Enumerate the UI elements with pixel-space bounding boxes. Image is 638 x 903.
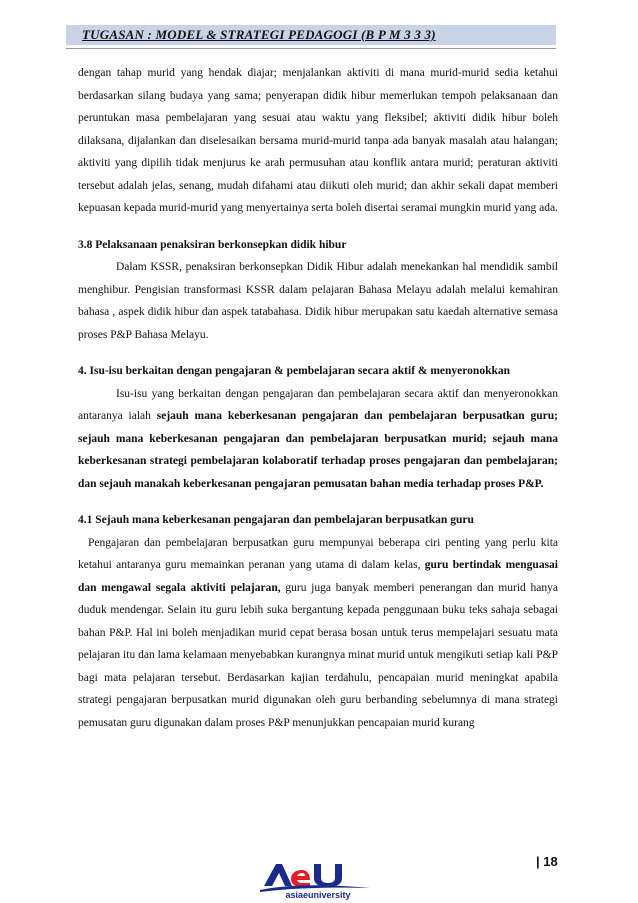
section-heading-4-1: 4.1 Sejauh mana keberkesanan pengajaran dan pembelajaran berpusatkan guru	[78, 514, 474, 526]
paragraph-4-1-text-b: guru juga banyak memberi penerangan dan murid hanya duduk mendengar. Selain itu guru lebih suka bergantung kepada penggunaan buku teks sahaja sebagai bahan P&P. Hal ini boleh menjadikan murid cepat berasa bosan untuk terus mempelajari sesuatu mata pelajaran itu dan lama kelamaan menyebabkan kurangnya minat murid untuk mengikuti setiap kali P&P bagi mata pelajaran tersebut. Berdasarkan kajian terdahulu, pencapaian murid meningkat apabila strategi pengajaran berpusatkan murid digunakan oleh guru berbanding sebelumnya di mana strategi pemusatan guru digunakan dalam proses P&P menunjukkan pencapaian murid kurang	[78, 581, 558, 729]
paragraph-4-text: Isu-isu yang berkaitan dengan pengajaran dan pembelajaran secara aktif dan menyeronokkan antaranya ialah	[78, 387, 558, 422]
paragraph-4-1	[78, 532, 558, 735]
section-heading-3-8: 3.8 Pelaksanaan penaksiran berkonsepkan didik hibur	[78, 238, 347, 251]
paragraph-4-1-bold-text: guru bertindak menguasai dan mengawal segala aktiviti pelajaran,	[78, 559, 558, 594]
paragraph-intro: dengan tahap murid yang hendak diajar; menjalankan aktiviti di mana murid-murid sedia ketahui berdasarkan silang budaya yang sama; penyerapan didik hibur memerlukan tempoh pelaksanaan dan peruntukan masa pembelajaran yang sesuai atau waktu yang fleksibel; aktiviti didik hibur boleh dilaksana, dijalankan dan diselesaikan bersama murid-murid tanpa ada banyak masalah atau halangan; aktiviti yang dipilih tidak menjurus ke arah permusuhan atau konflik antara murid; peraturan aktiviti tersebut adalah jelas, senang, mudah difahami atau diikuti oleh murid; dan akhir sekali dapat memberi kepuasan kepada murid-murid yang menyertainya serta boleh disertai seramai mungkin murid yang ada.	[78, 67, 558, 214]
paragraph-4	[78, 383, 558, 496]
paragraph-4-1-text-a: Pengajaran dan pembelajaran berpusatkan guru mempunyai beberapa ciri penting yang perlu kita ketahui antaranya guru memainkan peranan yang utama di dalam kelas,	[78, 536, 558, 571]
header-divider	[66, 48, 556, 49]
paragraph-3-8: Dalam KSSR, penaksiran berkonsepkan Didik Hibur adalah menekankan hal mendidik sambil menghibur. Pengisian transformasi KSSR dalam pelajaran Bahasa Melayu adalah melalui kemahiran bahasa , aspek didik hibur dan aspek tatabahasa. Didik hibur merupakan satu kaedah alternative semasa proses P&P Bahasa Melayu.	[78, 261, 558, 341]
logo-wordmark: asiaeuniversity	[285, 890, 351, 900]
aeu-logo-mark	[260, 864, 370, 892]
header-title: TUGASAN : MODEL & STRATEGI PEDAGOGI (B P M 3 3 3)	[82, 27, 436, 42]
paragraph-4-bold-text: sejauh mana keberkesanan pengajaran dan pembelajaran berpusatkan guru; sejauh mana keberkesanan pengajaran dan pembelajaran berpusatkan murid; sejauh mana keberkesanan strategi pembelajaran kolaboratif terhadap proses pengajaran dan pembelajaran; dan sejauh manakah keberkesanan pengajaran pemusatan bahan media terhadap proses P&P.	[78, 410, 559, 490]
document-body	[78, 62, 558, 734]
section-heading-4: 4. Isu-isu berkaitan dengan pengajaran & pembelajaran secara aktif & menyeronokkan	[78, 365, 511, 377]
asia-e-university-logo	[258, 860, 378, 900]
page-number: | 18	[536, 854, 558, 869]
